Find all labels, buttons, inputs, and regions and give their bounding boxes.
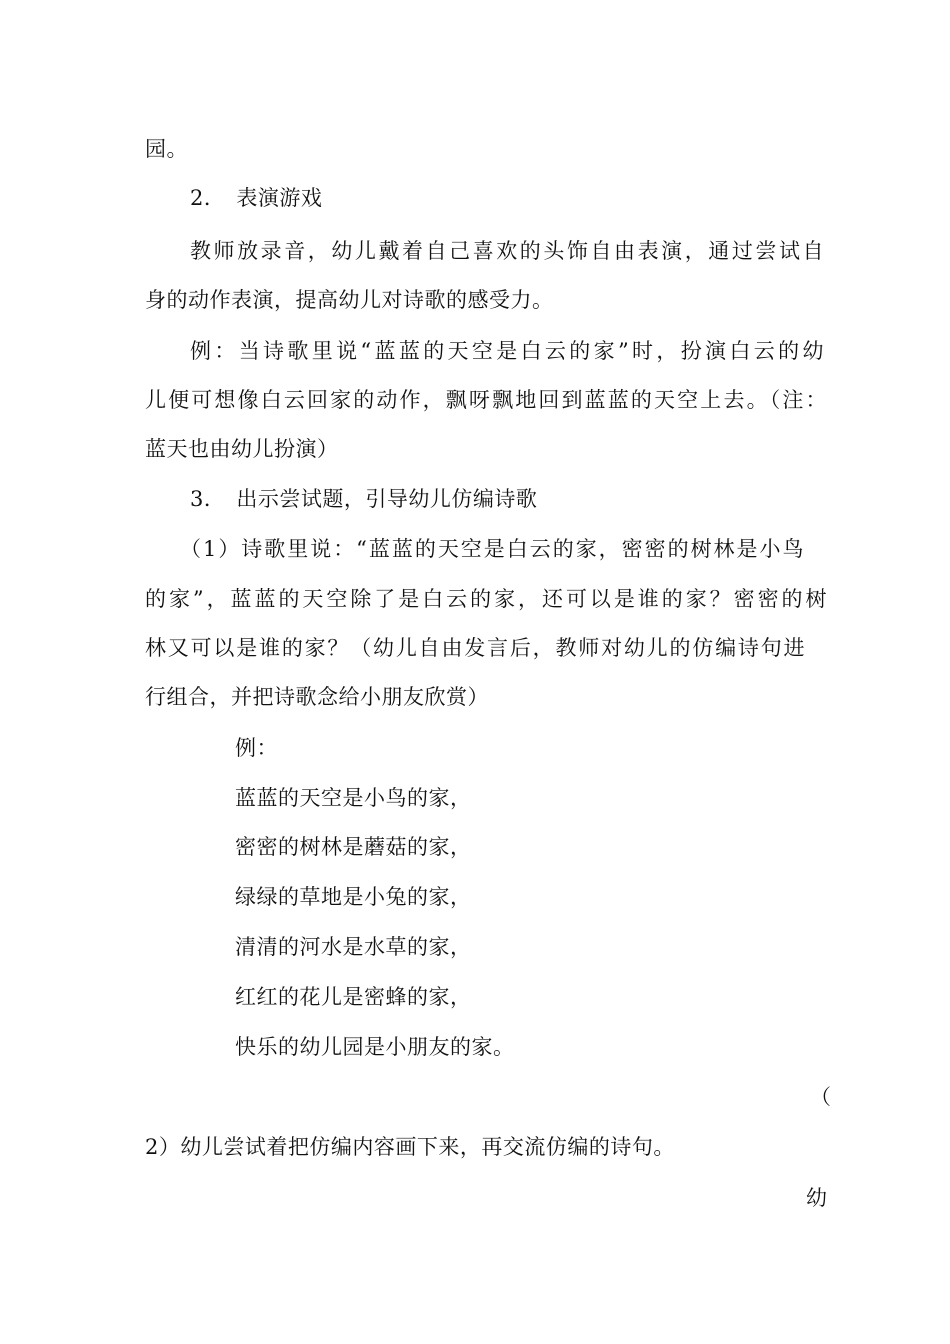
example-label: 例： <box>235 736 278 760</box>
paragraph-continuation: 园。 <box>145 137 188 161</box>
paragraph-fragment: 幼 <box>806 1186 828 1210</box>
poem-line: 绿绿的草地是小兔的家， <box>235 885 472 909</box>
paragraph-line: 蓝天也由幼儿扮演） <box>145 437 339 461</box>
poem-line: 蓝蓝的天空是小鸟的家， <box>235 786 472 810</box>
paragraph-fragment: （ <box>810 1085 832 1109</box>
paragraph-line: 身的动作表演，提高幼儿对诗歌的感受力。 <box>145 288 554 312</box>
paragraph-line: （1）诗歌里说：“蓝蓝的天空是白云的家，密密的树林是小鸟 <box>180 537 804 561</box>
paragraph-line: 林又可以是谁的家？（幼儿自由发言后，教师对幼儿的仿编诗句进 <box>145 636 805 660</box>
poem-line: 清清的河水是水草的家， <box>235 935 472 959</box>
poem-line: 密密的树林是蘑菇的家， <box>235 835 472 859</box>
poem-line: 红红的花儿是密蜂的家， <box>235 985 472 1009</box>
paragraph-line: 儿便可想像白云回家的动作，飘呀飘地回到蓝蓝的天空上去。（注： <box>145 388 827 412</box>
paragraph-line: 的家”，蓝蓝的天空除了是白云的家，还可以是谁的家？密密的树 <box>145 587 827 611</box>
paragraph-line: 教师放录音，幼儿戴着自己喜欢的头饰自由表演，通过尝试自 <box>190 239 824 263</box>
poem-line: 快乐的幼儿园是小朋友的家。 <box>235 1035 515 1059</box>
section-heading-3: 3． 出示尝试题，引导幼儿仿编诗歌 <box>190 487 538 511</box>
section-heading-2: 2． 表演游戏 <box>190 186 323 210</box>
paragraph-line: 行组合，并把诗歌念给小朋友欣赏） <box>145 685 489 709</box>
paragraph-line: 例：当诗歌里说“蓝蓝的天空是白云的家”时，扮演白云的幼 <box>190 339 824 363</box>
paragraph-line: 2）幼儿尝试着把仿编内容画下来，再交流仿编的诗句。 <box>145 1135 675 1159</box>
